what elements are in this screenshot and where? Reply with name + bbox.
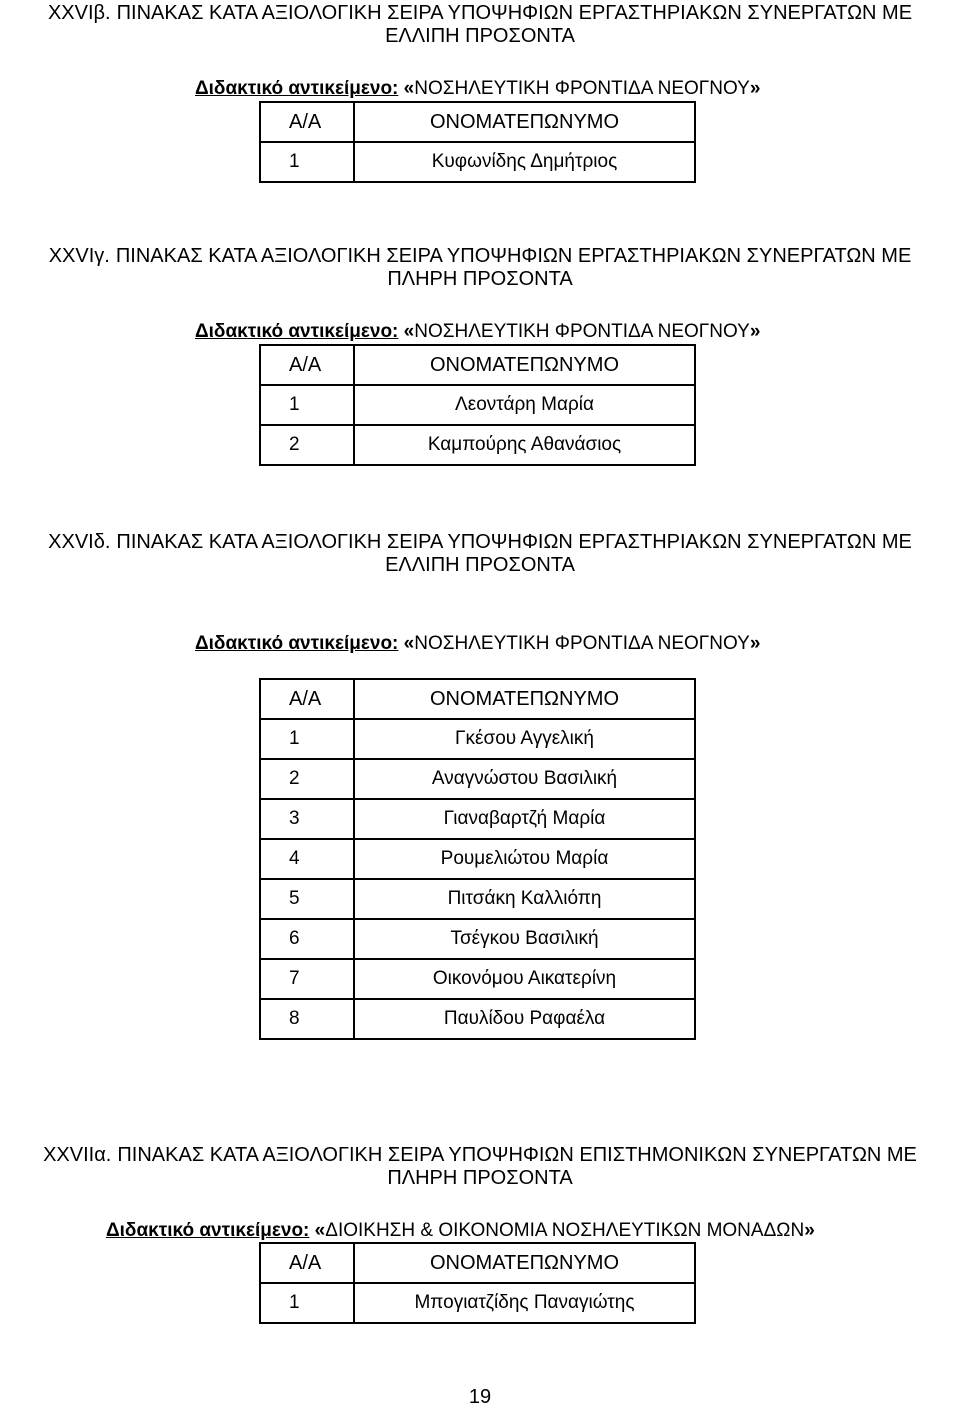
column-header-number: Α/Α [260,102,354,142]
row-number: 1 [260,719,354,759]
subject-line [106,1220,815,1242]
row-name: Παυλίδου Ραφαέλα [354,999,695,1039]
subject-line [195,78,760,100]
subject-value: ΝΟΣΗΛΕΥΤΙΚΗ ΦΡΟΝΤΙΔΑ ΝΕΟΓΝΟΥ [414,78,750,99]
table-row [260,425,695,465]
section-title-line1: ΠΙΝΑΚΑΣ ΚΑΤΑ ΑΞΙΟΛΟΓΙΚΗ ΣΕΙΡΑ ΥΠΟΨΗΦΙΩΝ ΕΡΓΑΣΤΗΡΙΑΚΩΝ ΣΥΝΕΡΓΑΤΩΝ ΜΕ [115,245,912,267]
table-header-row [260,102,695,142]
candidates-table [259,344,696,466]
table-row [260,799,695,839]
table-row [260,385,695,425]
table-row [260,839,695,879]
section-code: XXVIγ. [48,245,110,267]
row-number: 8 [260,999,354,1039]
column-header-number: Α/Α [260,679,354,719]
section-title-line1: ΠΙΝΑΚΑΣ ΚΑΤΑ ΑΞΙΟΛΟΓΙΚΗ ΣΕΙΡΑ ΥΠΟΨΗΦΙΩΝ ΕΡΓΑΣΤΗΡΙΑΚΩΝ ΣΥΝΕΡΓΑΤΩΝ ΜΕ [116,2,913,24]
column-header-name: ΟΝΟΜΑΤΕΠΩΝΥΜΟ [354,1243,695,1283]
subject-value: ΔΙΟΙΚΗΣΗ & ΟΙΚΟΝΟΜΙΑ ΝΟΣΗΛΕΥΤΙΚΩΝ ΜΟΝΑΔΩΝ [325,1220,805,1241]
row-name: Μπογιατζίδης Παναγιώτης [354,1283,695,1323]
column-header-number: Α/Α [260,1243,354,1283]
subject-value: ΝΟΣΗΛΕΥΤΙΚΗ ΦΡΟΝΤΙΔΑ ΝΕΟΓΝΟΥ [414,321,750,342]
subject-value: ΝΟΣΗΛΕΥΤΙΚΗ ΦΡΟΝΤΙΔΑ ΝΕΟΓΝΟΥ [414,633,750,654]
table-header-row [260,679,695,719]
section-heading [0,245,960,291]
row-name: Γκέσου Αγγελική [354,719,695,759]
row-name: Κυφωνίδης Δημήτριος [354,142,695,182]
section-title-line2: ΠΛΗΡΗ ΠΡΟΣΟΝΤΑ [387,268,573,290]
candidates-table [259,678,696,1040]
row-number: 1 [260,1283,354,1323]
subject-label: Διδακτικό αντικείμενο: [195,633,399,654]
candidates-table [259,101,696,183]
section-xxvi-c [0,245,960,291]
row-name: Ρουμελιώτου Μαρία [354,839,695,879]
table-row [260,1283,695,1323]
table-header-row [260,345,695,385]
section-heading [0,531,960,577]
section-code: XXVIδ. [48,531,111,553]
subject-line [195,321,760,343]
subject-label: Διδακτικό αντικείμενο: [106,1220,310,1241]
subject-open-quote: « [314,1220,326,1241]
subject-label: Διδακτικό αντικείμενο: [195,78,399,99]
subject-close-quote: » [804,1220,815,1241]
section-xxvi-d [0,531,960,577]
section-title-line1: ΠΙΝΑΚΑΣ ΚΑΤΑ ΑΞΙΟΛΟΓΙΚΗ ΣΕΙΡΑ ΥΠΟΨΗΦΙΩΝ ΕΡΓΑΣΤΗΡΙΑΚΩΝ ΣΥΝΕΡΓΑΤΩΝ ΜΕ [116,531,912,553]
row-number: 5 [260,879,354,919]
row-number: 1 [260,385,354,425]
section-heading [0,1144,960,1190]
section-code: XXVIβ. [47,2,111,24]
row-name: Οικονόμου Αικατερίνη [354,959,695,999]
subject-open-quote: « [403,321,415,342]
row-name: Αναγνώστου Βασιλική [354,759,695,799]
row-number: 1 [260,142,354,182]
column-header-name: ΟΝΟΜΑΤΕΠΩΝΥΜΟ [354,679,695,719]
section-code: XXVIIα. [43,1144,112,1166]
table-row [260,999,695,1039]
section-xxvi-b [0,2,960,48]
subject-close-quote: » [749,78,761,99]
table-row [260,142,695,182]
row-name: Πιτσάκη Καλλιόπη [354,879,695,919]
subject-line [195,633,760,655]
section-xxvii-a [0,1144,960,1190]
subject-open-quote: « [403,633,415,654]
section-title-line2: ΕΛΛΙΠΗ ΠΡΟΣΟΝΤΑ [385,25,575,47]
subject-label: Διδακτικό αντικείμενο: [195,321,399,342]
row-name: Τσέγκου Βασιλική [354,919,695,959]
subject-open-quote: « [403,78,415,99]
row-number: 7 [260,959,354,999]
table-row [260,959,695,999]
section-heading [0,2,960,48]
row-number: 2 [260,425,354,465]
section-title-line2: ΕΛΛΙΠΗ ΠΡΟΣΟΝΤΑ [385,554,575,576]
table-row [260,719,695,759]
row-number: 6 [260,919,354,959]
candidates-table [259,1242,696,1324]
subject-close-quote: » [749,633,761,654]
table-row [260,759,695,799]
table-header-row [260,1243,695,1283]
row-name: Λεοντάρη Μαρία [354,385,695,425]
row-name: Καμπούρης Αθανάσιος [354,425,695,465]
section-title-line1: ΠΙΝΑΚΑΣ ΚΑΤΑ ΑΞΙΟΛΟΓΙΚΗ ΣΕΙΡΑ ΥΠΟΨΗΦΙΩΝ ΕΠΙΣΤΗΜΟΝΙΚΩΝ ΣΥΝΕΡΓΑΤΩΝ ΜΕ [117,1144,917,1166]
row-number: 4 [260,839,354,879]
section-title-line2: ΠΛΗΡΗ ΠΡΟΣΟΝΤΑ [387,1167,573,1189]
table-row [260,919,695,959]
subject-close-quote: » [749,321,761,342]
row-number: 3 [260,799,354,839]
table-row [260,879,695,919]
page-number: 19 [468,1386,492,1408]
row-name: Γιαναβαρτζή Μαρία [354,799,695,839]
column-header-name: ΟΝΟΜΑΤΕΠΩΝΥΜΟ [354,345,695,385]
row-number: 2 [260,759,354,799]
column-header-number: Α/Α [260,345,354,385]
column-header-name: ΟΝΟΜΑΤΕΠΩΝΥΜΟ [354,102,695,142]
